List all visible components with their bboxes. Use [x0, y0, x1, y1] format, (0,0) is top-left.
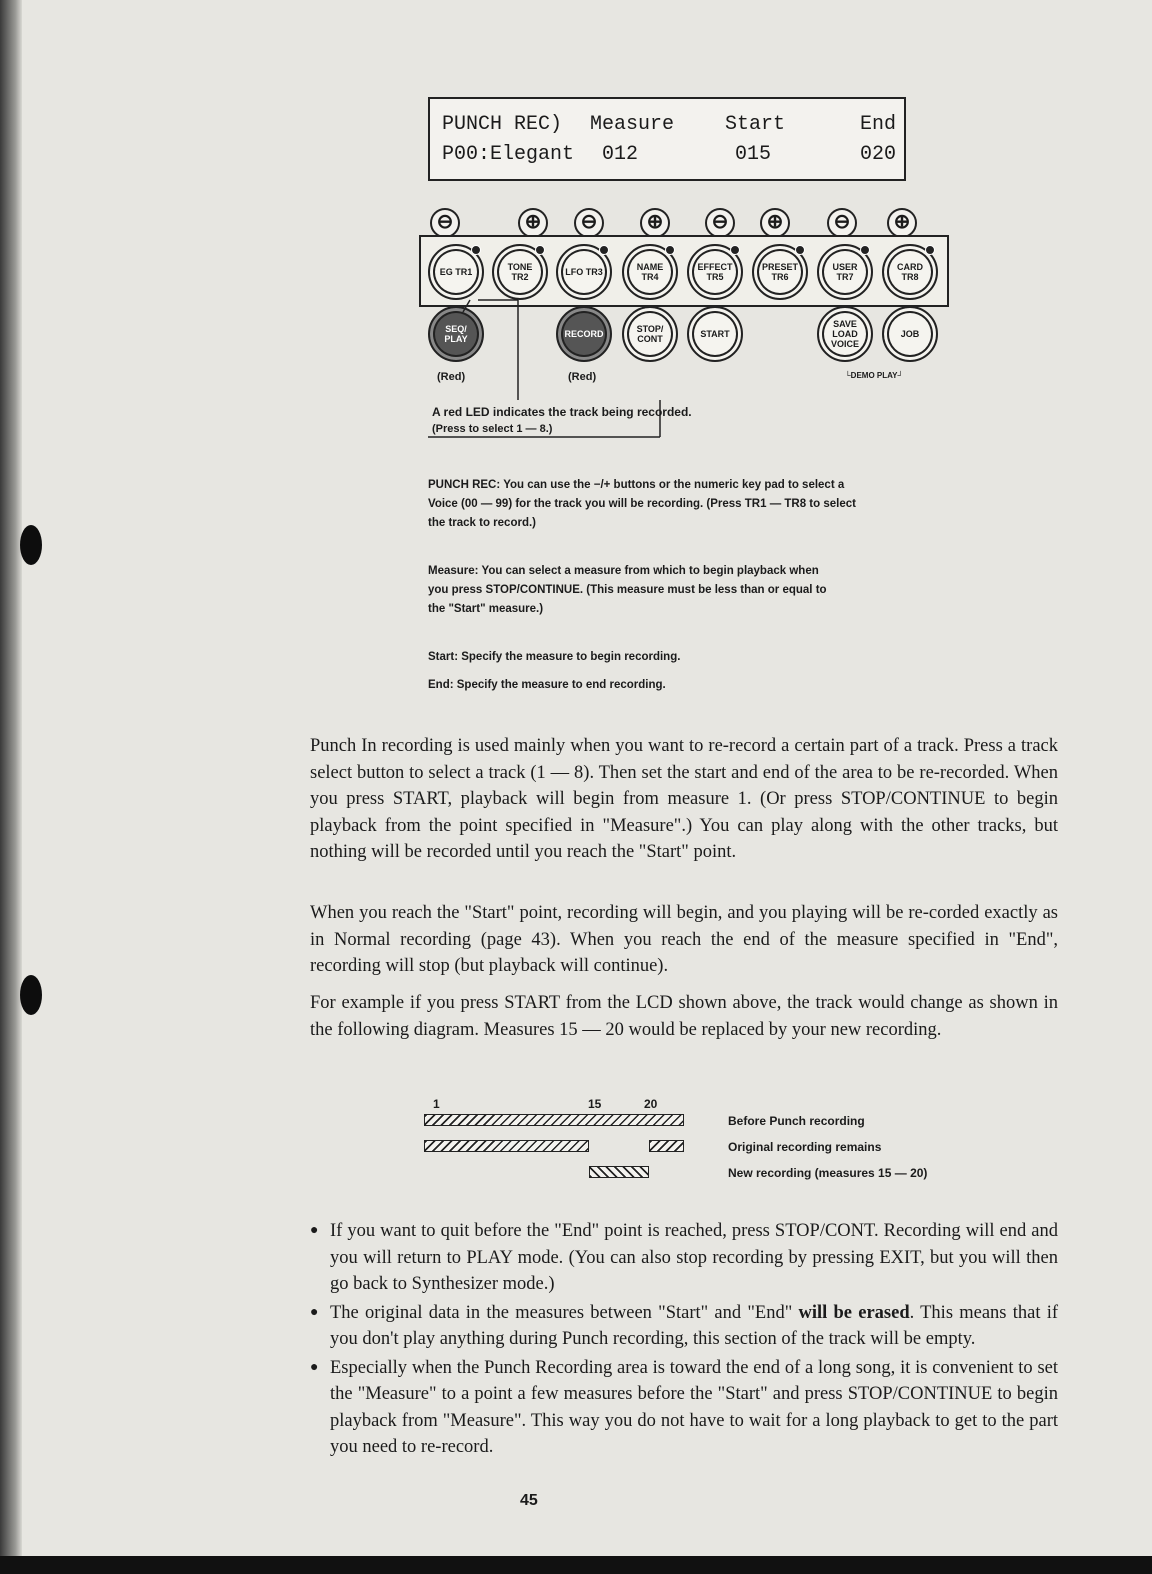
plus-button[interactable]: ⊕	[887, 208, 917, 238]
paragraph: When you reach the "Start" point, recording will begin, and you playing will be re-corded exactly as in Normal recording (page 43). When you reach the end of the measure specified in "End", recording will stop (but playback will continue).	[310, 903, 1058, 976]
lcd-mode: PUNCH REC)	[442, 113, 563, 136]
led-caption: A red LED indicates the track being recorded.	[432, 405, 692, 419]
track-button-1[interactable]: EG TR1	[428, 244, 484, 300]
lcd-end-label: End	[860, 113, 897, 136]
track-bar-original-right	[649, 1140, 684, 1152]
diagram-label-original: Original recording remains	[728, 1140, 882, 1154]
track-button-3[interactable]: LFO TR3	[556, 244, 612, 300]
led-caption-sub: (Press to select 1 — 8.)	[432, 423, 553, 435]
track-button-6[interactable]: PRESET TR6	[752, 244, 808, 300]
definition-punch-rec: PUNCH REC: You can use the −/+ buttons or the numeric key pad to select a Voice (00 — 99) for the track you will be recording. (Press TR1 — TR8 to select the track to record.)	[428, 479, 856, 529]
start-button[interactable]: START	[687, 306, 743, 362]
plus-button[interactable]: ⊕	[518, 208, 548, 238]
track-button-2[interactable]: TONE TR2	[492, 244, 548, 300]
definition-start: Start: Specify the measure to begin recording.	[428, 651, 681, 663]
paragraph: For example if you press START from the LCD shown above, the track would change as shown in the following diagram. Measures 15 — 20 would be replaced by your new recording.	[310, 993, 1058, 1040]
track-bar-new	[589, 1166, 649, 1178]
job-button[interactable]: JOB	[882, 306, 938, 362]
measure-mark-20: 20	[644, 1097, 658, 1111]
stop-cont-button[interactable]: STOP/ CONT	[622, 306, 678, 362]
lcd-start-value: 015	[735, 143, 772, 166]
track-button-7[interactable]: USER TR7	[817, 244, 873, 300]
list-item: ● The original data in the measures between "Start" and "End" will be erased. This means that if you don't play anything during Punch recording, this section of the track will be empty.	[310, 1300, 1058, 1353]
track-button-8[interactable]: CARD TR8	[882, 244, 938, 300]
minus-button[interactable]: ⊖	[430, 208, 460, 238]
track-button-5[interactable]: EFFECT TR5	[687, 244, 743, 300]
lcd-measure-label: Measure	[590, 113, 675, 136]
measure-mark-15: 15	[588, 1097, 602, 1111]
page-number: 45	[520, 1492, 538, 1509]
definition-end: End: Specify the measure to end recording.	[428, 679, 666, 691]
list-item: ● If you want to quit before the "End" point is reached, press STOP/CONT. Recording will end and you will return to PLAY mode. (You can also stop recording by pressing EXIT, but you will then go back to Synthesizer mode.)	[310, 1218, 1058, 1298]
definition-measure: Measure: You can select a measure from which to begin playback when you press STOP/CONTINUE. (This measure must be less than or equal to the "Start" measure.)	[428, 565, 827, 615]
lcd-voice: P00:Elegant	[442, 143, 575, 166]
list-item: ● Especially when the Punch Recording area is toward the end of a long song, it is convenient to set the "Measure" to a point a few measures before the "Start" and press STOP/CONTINUE to begin playback from "Measure". This way you do not have to wait for a long playback to get to the part you need to re-record.	[310, 1355, 1058, 1461]
minus-button[interactable]: ⊖	[705, 208, 735, 238]
track-bar-original-left	[424, 1140, 589, 1152]
track-bar-before	[424, 1114, 684, 1126]
lcd-end-value: 020	[860, 143, 897, 166]
record-button[interactable]: RECORD	[556, 306, 612, 362]
save-load-voice-button[interactable]: SAVE LOAD VOICE	[817, 306, 873, 362]
minus-button[interactable]: ⊖	[574, 208, 604, 238]
paragraph: Punch In recording is used mainly when you want to re-record a certain part of a track. Press a track select button to select a track (1 — 8). Then set the start and end of the area to be re-recorded. When you press START, playback will begin from measure 1. (Or press STOP/CONTINUE to begin playback from the point specified in "Measure".) You can play along with the other tracks, but nothing will be recorded until you reach the "Start" point.	[310, 736, 1058, 862]
diagram-label-before: Before Punch recording	[728, 1114, 865, 1128]
red-label: (Red)	[437, 371, 466, 383]
notes-list	[310, 1218, 1058, 1463]
seq-play-button[interactable]: SEQ/ PLAY	[428, 306, 484, 362]
plus-button[interactable]: ⊕	[760, 208, 790, 238]
demo-play-label: └DEMO PLAY┘	[845, 371, 904, 380]
lcd-measure-value: 012	[602, 143, 639, 166]
track-button-4[interactable]: NAME TR4	[622, 244, 678, 300]
lcd-start-label: Start	[725, 113, 786, 136]
measure-mark-1: 1	[433, 1097, 440, 1111]
diagram-label-new: New recording (measures 15 — 20)	[728, 1166, 928, 1180]
minus-button[interactable]: ⊖	[827, 208, 857, 238]
red-label: (Red)	[568, 371, 597, 383]
plus-button[interactable]: ⊕	[640, 208, 670, 238]
